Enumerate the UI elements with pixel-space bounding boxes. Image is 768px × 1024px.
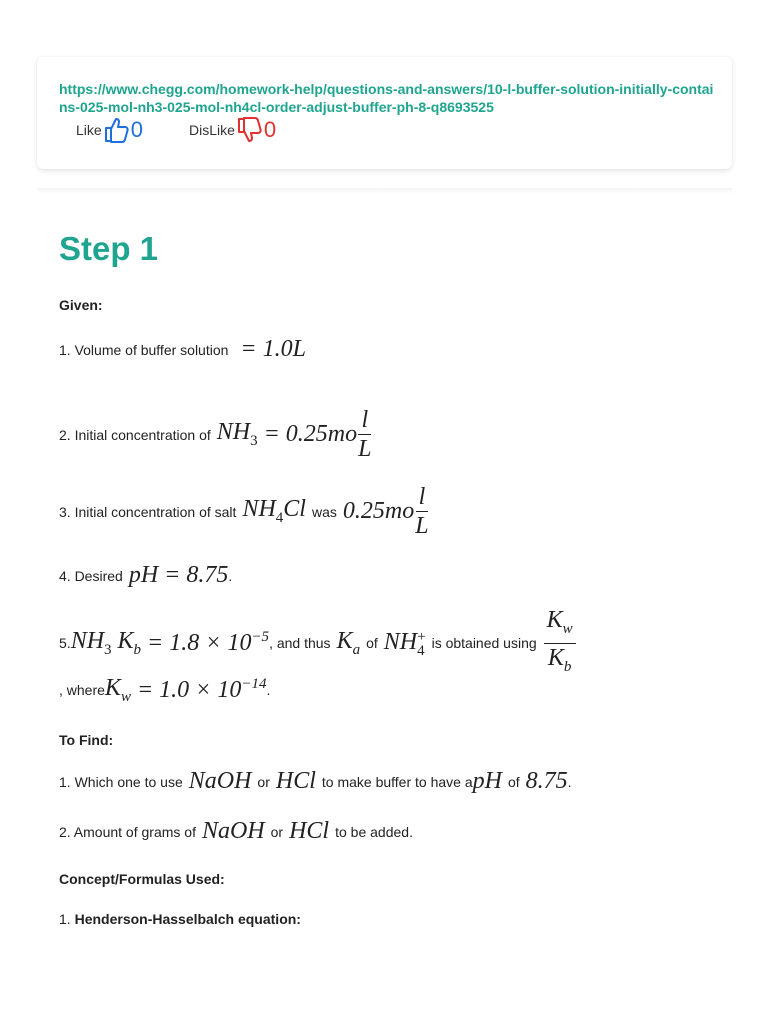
step-title: Step 1 xyxy=(59,230,159,267)
given-item-4: 4. Desired pH = 8.75 . xyxy=(59,562,233,588)
like-button[interactable] xyxy=(76,116,143,144)
given-item-2: 2. Initial concentration of $NH_3$ = 0.25mo $\frac{l}{L}$ xyxy=(59,407,372,462)
concept-item-1: 1. Henderson-Hasselbalch equation: xyxy=(59,911,301,927)
thumbs-down-icon xyxy=(237,116,263,144)
tofind-heading: To Find: xyxy=(59,732,114,748)
tofind-item-2: 2. Amount of grams of NaOH or HCl to be added. xyxy=(59,818,413,844)
dislike-label: DisLike xyxy=(189,122,235,138)
question-card xyxy=(37,57,732,169)
given-item-3: 3. Initial concentration of salt $NH_4Cl$ was 0.25mo $\frac{l}{L}$ xyxy=(59,484,429,539)
concept-heading: Concept/Formulas Used: xyxy=(59,871,225,887)
given-item-5-continued: , where $K_w$ = $1.0 \times 10^{-14}$ . xyxy=(59,675,271,705)
given-heading: Given: xyxy=(59,297,103,313)
dislike-button[interactable] xyxy=(189,116,276,144)
tofind-item-1: 1. Which one to use NaOH or HCl to make buffer to have a pH of 8.75 . xyxy=(59,768,572,794)
question-link[interactable]: https://www.chegg.com/homework-help/questions-and-answers/10-l-buffer-solution-initially-contains-025-mol-nh3-025-mol-nh4cl-order-adjust-buffer-ph-8-q8693525 xyxy=(59,81,714,115)
thumbs-up-icon xyxy=(104,116,130,144)
given-item-5: 5. $NH_3$ $K_b$ = $1.8 \times 10^{-5}$ , and thus $K_a$ of NH + 4 is obtained using $\frac{K_w}{K_b}$ xyxy=(59,606,576,681)
section-divider xyxy=(37,188,732,194)
like-label: Like xyxy=(76,122,102,138)
solution-content xyxy=(59,230,739,927)
dislike-count: 0 xyxy=(263,117,277,142)
like-count: 0 xyxy=(130,117,143,142)
given-item-1: 1. Volume of buffer solution = 1.0L xyxy=(59,336,306,362)
